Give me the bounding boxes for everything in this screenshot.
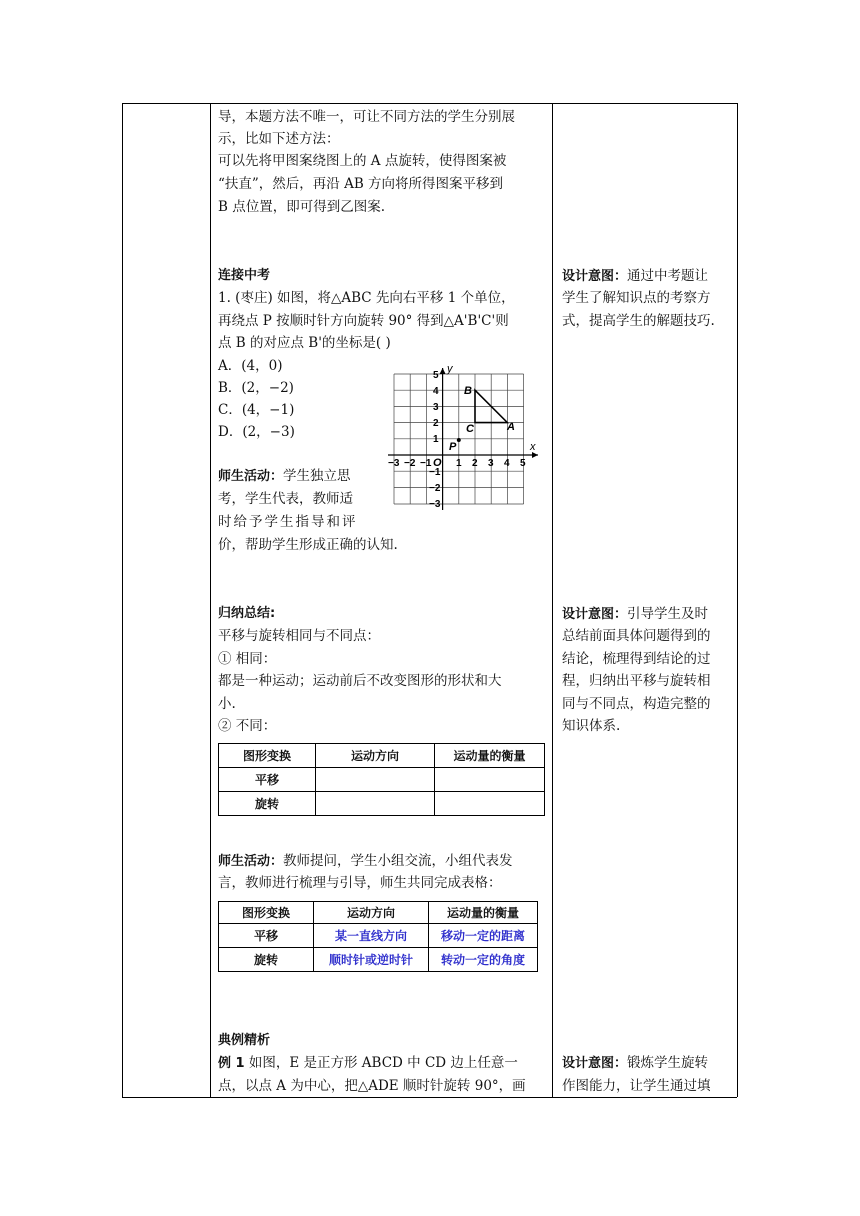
intent-line: 知识体系. [562, 718, 621, 734]
design-intent [562, 603, 725, 626]
intent-line: 通过中考题让 [627, 268, 709, 284]
intent-line: 学生了解知识点的考察方 [562, 290, 711, 306]
activity-label: 师生活动： [218, 469, 284, 484]
question-line: 1. (枣庄) 如图，将△ABC 先向右平移 1 个单位， [218, 290, 515, 306]
table-header: 运动量的衡量 [435, 744, 545, 768]
intent-label: 设计意图： [562, 607, 628, 622]
x-tick-label: −3 [388, 458, 400, 469]
design-intent [562, 265, 725, 288]
point-a-label: A [507, 421, 515, 433]
y-tick-label: 5 [433, 370, 439, 381]
table-cell: 转动一定的角度 [429, 948, 538, 972]
section-heading: 归纳总结: [218, 606, 276, 621]
y-tick-label: −1 [429, 467, 441, 478]
table-header: 运动方向 [314, 902, 429, 924]
question-line: 再绕点 P 按顺时针方向旋转 90° 得到△A'B'C'则 [218, 313, 509, 329]
text-line: B 点位置，即可得到乙图案. [218, 199, 386, 215]
summary-line: 平移与旋转相同与不同点： [218, 628, 380, 644]
activity-line: 考，学生代表，教师适 [218, 491, 353, 507]
x-tick-label: 2 [472, 458, 478, 469]
x-tick-label: 4 [504, 458, 510, 469]
example-text: 如图，E 是正方形 ABCD 中 CD 边上任意一 [244, 1055, 518, 1071]
x-axis-label: x [530, 441, 536, 453]
x-tick-labels [388, 458, 526, 469]
x-tick-label: 5 [520, 458, 526, 469]
table-col-line [552, 103, 553, 1097]
point-p [457, 438, 461, 442]
intent-line: 总结前面具体问题得到的 [562, 628, 711, 644]
option-d: D．(2，−3) [218, 424, 295, 440]
y-tick-label: −2 [429, 483, 441, 494]
summary-line: 都是一种运动；运动前后不改变图形的形状和大 [218, 673, 502, 689]
table-top-border [122, 103, 737, 104]
section-heading: 连接中考 [218, 268, 271, 283]
activity-paragraph [218, 465, 351, 488]
example-label: 例 1 [218, 1056, 245, 1071]
activity-line: 言，教师进行梳理与引导，师生共同完成表格： [218, 875, 502, 891]
table-header: 图形变换 [219, 744, 316, 768]
y-axis-arrow [440, 368, 446, 374]
table-cell: 旋转 [219, 792, 316, 816]
table-cell: 某一直线方向 [314, 924, 429, 948]
summary-line: ① 相同： [218, 651, 277, 667]
table-col-line [210, 103, 211, 1097]
activity-paragraph [218, 850, 513, 873]
table-cell [316, 768, 435, 792]
table-header: 运动方向 [316, 744, 435, 768]
table-cell: 旋转 [219, 948, 314, 972]
x-tick-label: −2 [404, 458, 416, 469]
activity-line: 学生独立思 [283, 468, 351, 484]
y-tick-label: 2 [433, 418, 439, 429]
table-cell: 平移 [219, 924, 314, 948]
activity-line: 时给予学生指导和评 [218, 514, 358, 530]
intent-line: 式，提高学生的解题技巧. [562, 313, 715, 329]
activity-line: 价，帮助学生形成正确的认知. [218, 537, 398, 553]
intent-line: 锻炼学生旋转 [627, 1055, 709, 1071]
table-row [219, 948, 538, 972]
point-p-label: P [449, 441, 457, 453]
table-row [219, 768, 545, 792]
table-cell [435, 792, 545, 816]
option-c: C．(4，−1) [218, 402, 295, 418]
intent-line: 同与不同点，构造完整的 [562, 696, 711, 712]
intent-line: 引导学生及时 [627, 606, 709, 622]
section-heading: 典例精析 [218, 1033, 271, 1048]
table-cell [316, 792, 435, 816]
x-tick-label: −1 [420, 458, 432, 469]
table-header-row [219, 744, 545, 768]
text-line: 导，本题方法不唯一，可让不同方法的学生分别展 [218, 109, 515, 125]
point-b-label: B [464, 385, 472, 397]
table-cell [435, 768, 545, 792]
summary-line: ② 不同： [218, 718, 277, 734]
example-line: 点，以点 A 为中心，把△ADE 顺时针旋转 90°，画 [218, 1078, 526, 1094]
table-header-row [219, 902, 538, 924]
intent-label: 设计意图： [562, 1056, 628, 1071]
point-c-label: C [466, 423, 474, 435]
option-b: B．(2，−2) [218, 380, 294, 396]
coordinate-grid-figure [378, 364, 548, 520]
intent-line: 作图能力，让学生通过填 [562, 1078, 711, 1094]
y-tick-label: −3 [429, 499, 441, 510]
question-line: 点 B 的对应点 B'的坐标是( ) [218, 335, 391, 351]
y-axis-label: y [447, 364, 453, 375]
y-tick-labels [429, 370, 441, 510]
summary-line: 小. [218, 696, 236, 712]
design-intent [562, 1052, 725, 1075]
intent-line: 程，归纳出平移与旋转相 [562, 673, 711, 689]
y-tick-label: 4 [433, 386, 439, 397]
table-cell: 平移 [219, 768, 316, 792]
text-line: “扶直”，然后，再沿 AB 方向将所得图案平移到 [218, 176, 504, 192]
table-col-line [122, 103, 123, 1097]
table-col-line [737, 103, 738, 1097]
y-tick-label: 1 [433, 434, 439, 445]
intent-label: 设计意图： [562, 269, 628, 284]
table-row [219, 792, 545, 816]
option-a: A．(4，0) [218, 358, 283, 374]
table-row [219, 924, 538, 948]
intent-line: 结论，梳理得到结论的过 [562, 651, 711, 667]
comparison-table-filled [218, 901, 538, 972]
text-line: 示，比如下述方法： [218, 131, 340, 147]
activity-line: 教师提问，学生小组交流，小组代表发 [283, 853, 513, 869]
x-tick-label: 3 [488, 458, 494, 469]
table-header: 运动量的衡量 [429, 902, 538, 924]
text-line: 可以先将甲图案绕图上的 A 点旋转，使得图案被 [218, 153, 507, 169]
table-cell: 顺时针或逆时针 [314, 948, 429, 972]
x-tick-label: 1 [456, 458, 462, 469]
activity-label: 师生活动： [218, 854, 284, 869]
table-cell: 移动一定的距离 [429, 924, 538, 948]
origin-label: O [433, 457, 442, 469]
table-header: 图形变换 [219, 902, 314, 924]
y-tick-label: 3 [433, 402, 439, 413]
comparison-table-empty [218, 743, 545, 816]
example-line [218, 1052, 518, 1075]
